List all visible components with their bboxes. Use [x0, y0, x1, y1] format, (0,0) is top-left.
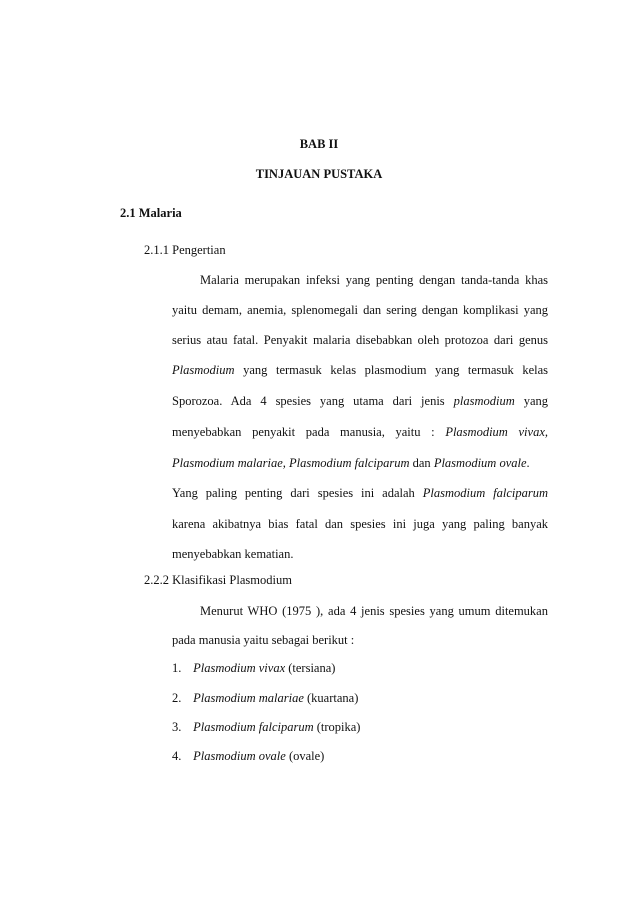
species-name: Plasmodium	[172, 363, 235, 377]
subsection-heading-pengertian: 2.1.1 Pengertian	[144, 243, 226, 257]
section-heading: 2.1 Malaria	[120, 206, 182, 220]
list-item: 3. Plasmodium falciparum (tropika)	[172, 720, 361, 734]
chapter-title: TINJAUAN PUSTAKA	[255, 167, 383, 181]
chapter-number: BAB II	[299, 137, 339, 151]
species-name: Plasmodium falciparum	[193, 720, 314, 734]
paragraph-line: Plasmodium yang termasuk kelas plasmodium yang termasuk kelas	[172, 363, 549, 377]
subsection-heading-klasifikasi: 2.2.2 Klasifikasi Plasmodium	[144, 573, 292, 587]
species-name: Plasmodium malariae, Plasmodium falciparum	[172, 456, 410, 470]
paragraph-line: menyebabkan kematian.	[172, 547, 294, 561]
species-name: Plasmodium vivax	[193, 661, 286, 675]
genus-name: plasmodium	[453, 394, 515, 408]
paragraph-line: yaitu demam, anemia, splenomegali dan sering dengan komplikasi yang	[172, 303, 548, 317]
list-item: 2. Plasmodium malariae (kuartana)	[172, 691, 359, 705]
paragraph-line: Plasmodium malariae, Plasmodium falciparum dan Plasmodium ovale.	[172, 456, 530, 470]
species-name: Plasmodium malariae	[193, 691, 304, 705]
paragraph-line: Sporozoa. Ada 4 spesies yang utama dari jenis plasmodium yang	[172, 394, 548, 408]
list-item: 1. Plasmodium vivax (tersiana)	[172, 661, 336, 675]
paragraph-line: Malaria merupakan infeksi yang penting dengan tanda-tanda khas	[200, 273, 548, 287]
paragraph-line: menyebabkan penyakit pada manusia, yaitu : Plasmodium vivax,	[172, 425, 548, 439]
species-name: Plasmodium ovale	[433, 456, 527, 470]
species-name: Plasmodium vivax,	[445, 425, 548, 439]
list-item: 4. Plasmodium ovale (ovale)	[172, 749, 325, 763]
species-name: Plasmodium ovale	[193, 749, 286, 763]
paragraph-line: pada manusia yaitu sebagai berikut :	[172, 633, 355, 647]
paragraph-line: karena akibatnya bias fatal dan spesies ini juga yang paling banyak	[172, 517, 548, 531]
species-name: Plasmodium falciparum	[422, 486, 549, 500]
paragraph-line: Yang paling penting dari spesies ini adalah Plasmodium falciparum	[172, 486, 549, 500]
paragraph-line: Menurut WHO (1975 ), ada 4 jenis spesies yang umum ditemukan	[200, 604, 548, 618]
paragraph-line: serius atau fatal. Penyakit malaria disebabkan oleh protozoa dari genus	[172, 333, 548, 347]
